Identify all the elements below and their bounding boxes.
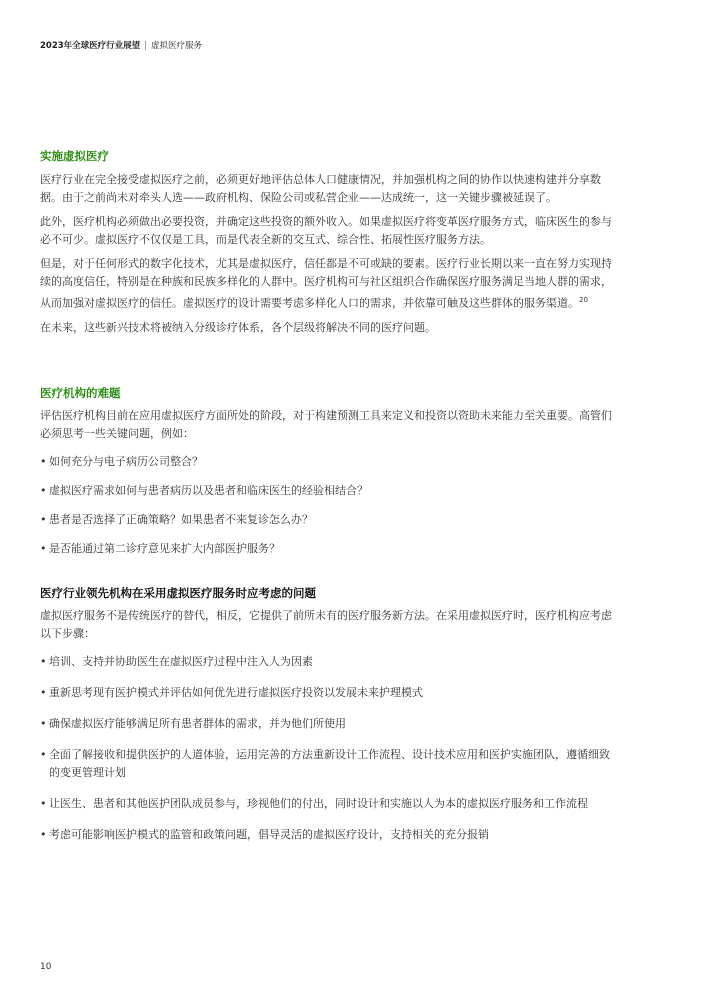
- report-subtitle: 虚拟医疗服务: [151, 41, 203, 51]
- footnote-ref: 20: [579, 296, 588, 304]
- section-leading-organizations: [40, 585, 620, 844]
- paragraph: 评估医疗机构目前在应用虚拟医疗方面所处的阶段，对于构建预测工具来定义和投资以资助未来能力至关重要。高管们必须思考一些关键问题，例如：: [40, 409, 612, 440]
- list-item: • 让医生、患者和其他医护团队成员参与，珍视他们的付出，同时设计和实施以人为本的虚拟医疗服务和工作流程: [40, 795, 620, 813]
- section-heading: 医疗机构的难题: [40, 386, 121, 400]
- section-heading: 实施虚拟医疗: [40, 149, 109, 163]
- paragraph-with-footnote: [40, 255, 620, 313]
- page-number: 10: [40, 962, 52, 972]
- list-item: • 重新思考现有医护模式并评估如何优先进行虚拟医疗投资以发展未来护理模式: [40, 684, 620, 702]
- section-heading: 医疗行业领先机构在采用虚拟医疗服务时应考虑的问题: [40, 586, 316, 600]
- paragraph: 虚拟医疗服务不是传统医疗的替代，相反，它提供了前所未有的医疗服务新方法。在采用虚拟医疗时，医疗机构应考虑以下步骤：: [40, 609, 612, 640]
- report-title: 2023年全球医疗行业展望: [40, 41, 141, 51]
- paragraph-text: 但是，对于任何形式的数字化技术，尤其是虚拟医疗，信任都是不可或缺的要素。医疗行业长期以来一直在努力实现持续的高度信任，特别是在种族和民族多样化的人群中。医疗机构可与社区组织合作确保医疗服务满足当地人群的需求，从而加强对虚拟医疗的信任。虚拟医疗的设计需要考虑多样化人口的需求，并依靠可触及这些群体的服务渠道。: [40, 257, 612, 310]
- section-provider-challenges: [40, 385, 620, 558]
- list-item: • 如何充分与电子病历公司整合？: [40, 453, 620, 471]
- list-item: • 考虑可能影响医护模式的监管和政策问题，倡导灵活的虚拟医疗设计，支持相关的充分报销: [40, 826, 620, 844]
- paragraph: 医疗行业在完全接受虚拟医疗之前，必须更好地评估总体人口健康情况，并加强机构之间的协作以快速构建并分享数据。由于之前尚未对牵头人选——政府机构、保险公司或私营企业——达成统一，这一关键步骤被延误了。: [40, 173, 601, 204]
- section-implement-virtual-care: [40, 148, 620, 337]
- list-item: • 虚拟医疗需求如何与患者病历以及患者和临床医生的经验相结合？: [40, 482, 620, 500]
- list-item: • 培训、支持并协助医生在虚拟医疗过程中注入人为因素: [40, 653, 620, 671]
- list-item: • 患者是否选择了正确策略？如果患者不来复诊怎么办？: [40, 511, 620, 529]
- header-separator: |: [144, 41, 148, 51]
- list-item: • 确保虚拟医疗能够满足所有患者群体的需求，并为他们所使用: [40, 715, 620, 733]
- paragraph: 此外，医疗机构必须做出必要投资，并确定这些投资的额外收入。如果虚拟医疗将变革医疗服务方式，临床医生的参与必不可少。虚拟医疗不仅仅是工具，而是代表全新的交互式、综合性、拓展性医疗服务方法。: [40, 215, 612, 246]
- paragraph: 在未来，这些新兴技术将被纳入分级诊疗体系，各个层级将解决不同的医疗问题。: [40, 320, 436, 334]
- list-item: • 全面了解接收和提供医护的人道体验，运用完善的方法重新设计工作流程、设计技术应用和医护实施团队，遵循细致的变更管理计划: [40, 746, 620, 782]
- list-item: • 是否能通过第二诊疗意见来扩大内部医护服务？: [40, 540, 620, 558]
- page-header: [40, 39, 202, 51]
